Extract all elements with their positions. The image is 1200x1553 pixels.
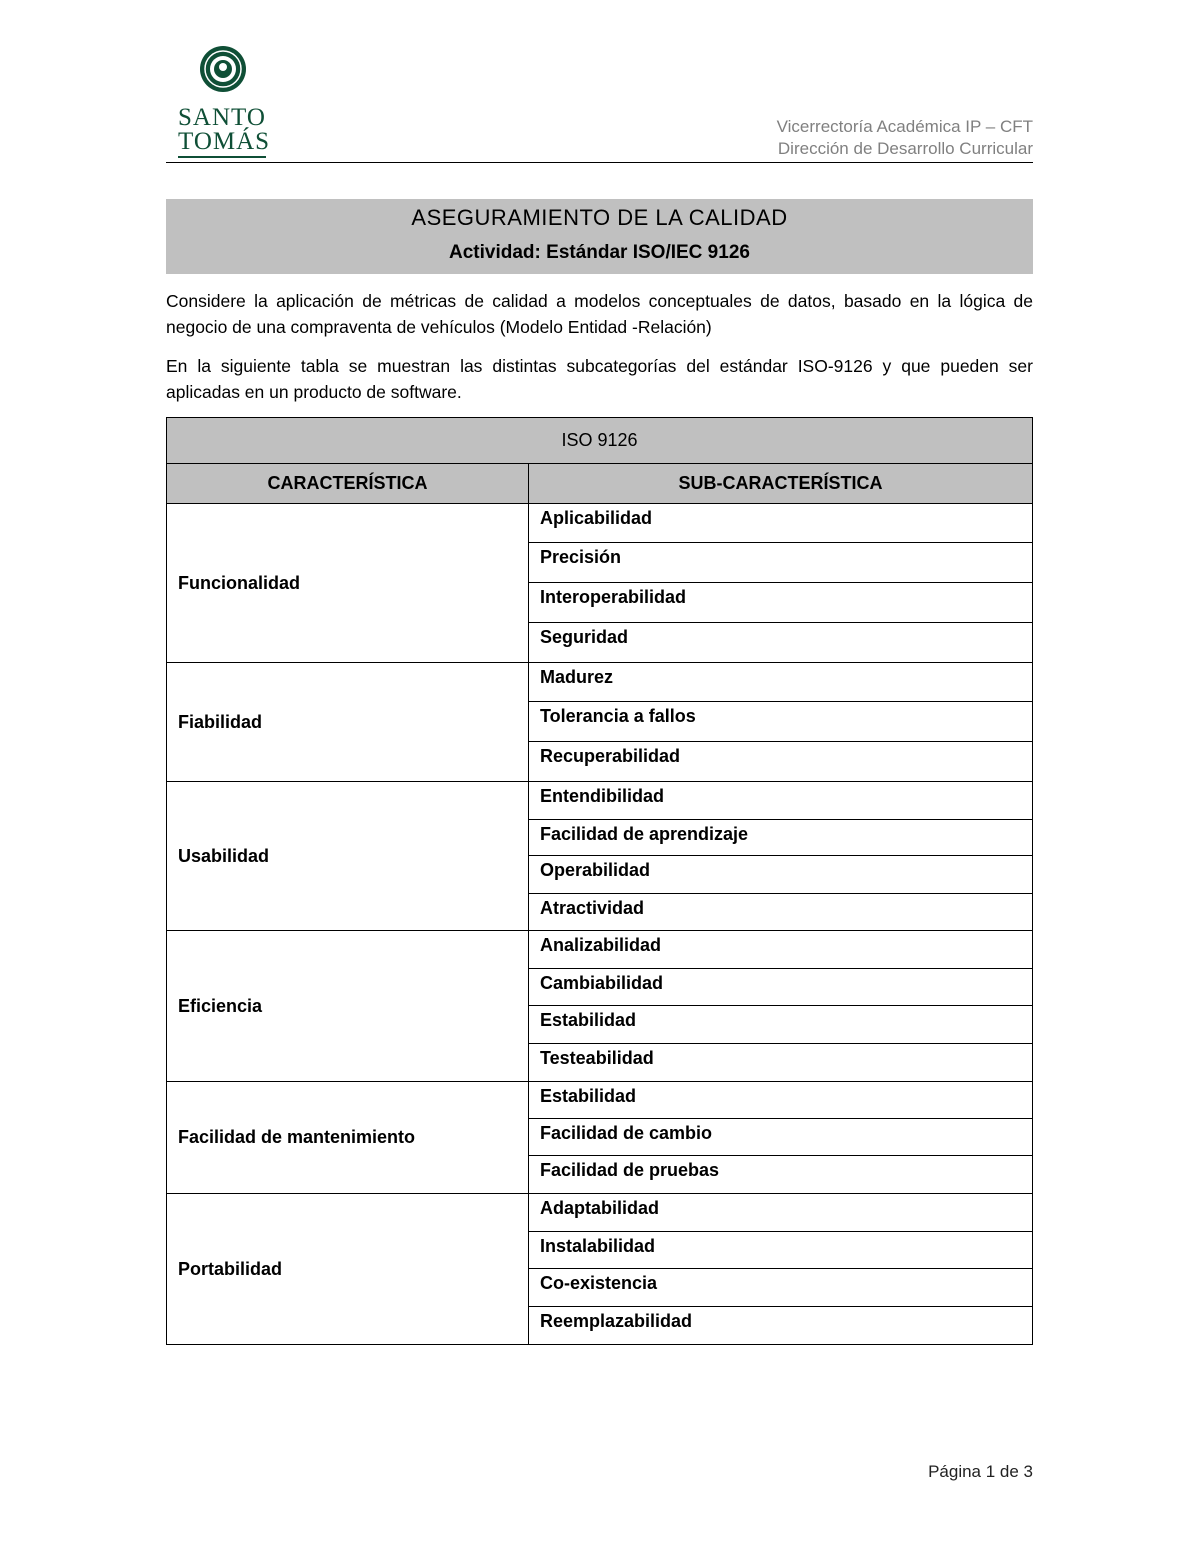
- subcharacteristic-cell: Aplicabilidad: [529, 504, 1033, 543]
- subcharacteristic-cell: Analizabilidad: [529, 931, 1033, 969]
- subcharacteristic-cell: Interoperabilidad: [529, 583, 1033, 623]
- subcharacteristic-cell: Facilidad de pruebas: [529, 1156, 1033, 1194]
- activity-subtitle: Actividad: Estándar ISO/IEC 9126: [449, 242, 750, 263]
- subcharacteristic-cell: Seguridad: [529, 623, 1033, 663]
- subcharacteristic-cell: Tolerancia a fallos: [529, 702, 1033, 742]
- subcharacteristic-cell: Madurez: [529, 663, 1033, 702]
- subcharacteristic-cell: Testeabilidad: [529, 1044, 1033, 1082]
- subcharacteristic-cell: Entendibilidad: [529, 782, 1033, 820]
- document-title-box: [166, 199, 1033, 274]
- table-row: [167, 663, 1033, 702]
- logo-word-santo: SANTO: [178, 104, 266, 131]
- table-header-row: [167, 464, 1033, 504]
- characteristic-cell: Eficiencia: [167, 931, 529, 1082]
- subcharacteristic-cell: Operabilidad: [529, 856, 1033, 894]
- logo-word-tomas: TOMÁS: [178, 128, 271, 155]
- header-line-vicerrectoria: Vicerrectoría Académica IP – CFT: [776, 117, 1033, 136]
- logo-underline: [178, 156, 266, 158]
- subcharacteristic-cell: Instalabilidad: [529, 1232, 1033, 1269]
- subcharacteristic-cell: Co-existencia: [529, 1269, 1033, 1307]
- paragraph-table-intro: En la siguiente tabla se muestran las distintas subcategorías del estándar ISO-9126 y que pueden ser aplicadas en un producto de software.: [166, 356, 1033, 402]
- subcharacteristic-cell: Facilidad de cambio: [529, 1119, 1033, 1156]
- characteristic-cell: Usabilidad: [167, 782, 529, 931]
- table-title: ISO 9126: [167, 418, 1033, 464]
- table-row: [167, 504, 1033, 543]
- characteristic-cell: Funcionalidad: [167, 504, 529, 663]
- subcharacteristic-cell: Cambiabilidad: [529, 969, 1033, 1006]
- header-institution: [777, 116, 1033, 160]
- page-header: [166, 42, 1033, 163]
- paragraph-intro: Considere la aplicación de métricas de calidad a modelos conceptuales de datos, basado en la lógica de negocio de una compraventa de vehículos (Modelo Entidad -Relación): [166, 291, 1033, 337]
- table-title-row: [167, 418, 1033, 464]
- document-title: ASEGURAMIENTO DE LA CALIDAD: [411, 205, 788, 230]
- subcharacteristic-cell: Estabilidad: [529, 1082, 1033, 1119]
- subcharacteristic-cell: Adaptabilidad: [529, 1194, 1033, 1232]
- characteristic-cell: Fiabilidad: [167, 663, 529, 782]
- seal-icon: [198, 44, 248, 94]
- subcharacteristic-cell: Recuperabilidad: [529, 742, 1033, 782]
- characteristic-cell: Facilidad de mantenimiento: [167, 1082, 529, 1194]
- table-row: [167, 931, 1033, 969]
- subcharacteristic-cell: Precisión: [529, 543, 1033, 583]
- subcharacteristic-cell: Reemplazabilidad: [529, 1307, 1033, 1345]
- column-header-subcharacteristic: SUB-CARACTERÍSTICA: [529, 464, 1033, 504]
- column-header-characteristic: CARACTERÍSTICA: [167, 464, 529, 504]
- subcharacteristic-cell: Estabilidad: [529, 1006, 1033, 1044]
- page-number: Página 1 de 3: [928, 1462, 1033, 1481]
- subcharacteristic-cell: Facilidad de aprendizaje: [529, 820, 1033, 856]
- table-row: [167, 1082, 1033, 1119]
- subcharacteristic-cell: Atractividad: [529, 894, 1033, 931]
- santo-tomas-logo: [166, 42, 270, 162]
- header-line-direccion: Dirección de Desarrollo Curricular: [777, 139, 1033, 158]
- characteristic-cell: Portabilidad: [167, 1194, 529, 1345]
- iso-9126-table: [166, 417, 1033, 1345]
- table-row: [167, 782, 1033, 820]
- table-row: [167, 1194, 1033, 1232]
